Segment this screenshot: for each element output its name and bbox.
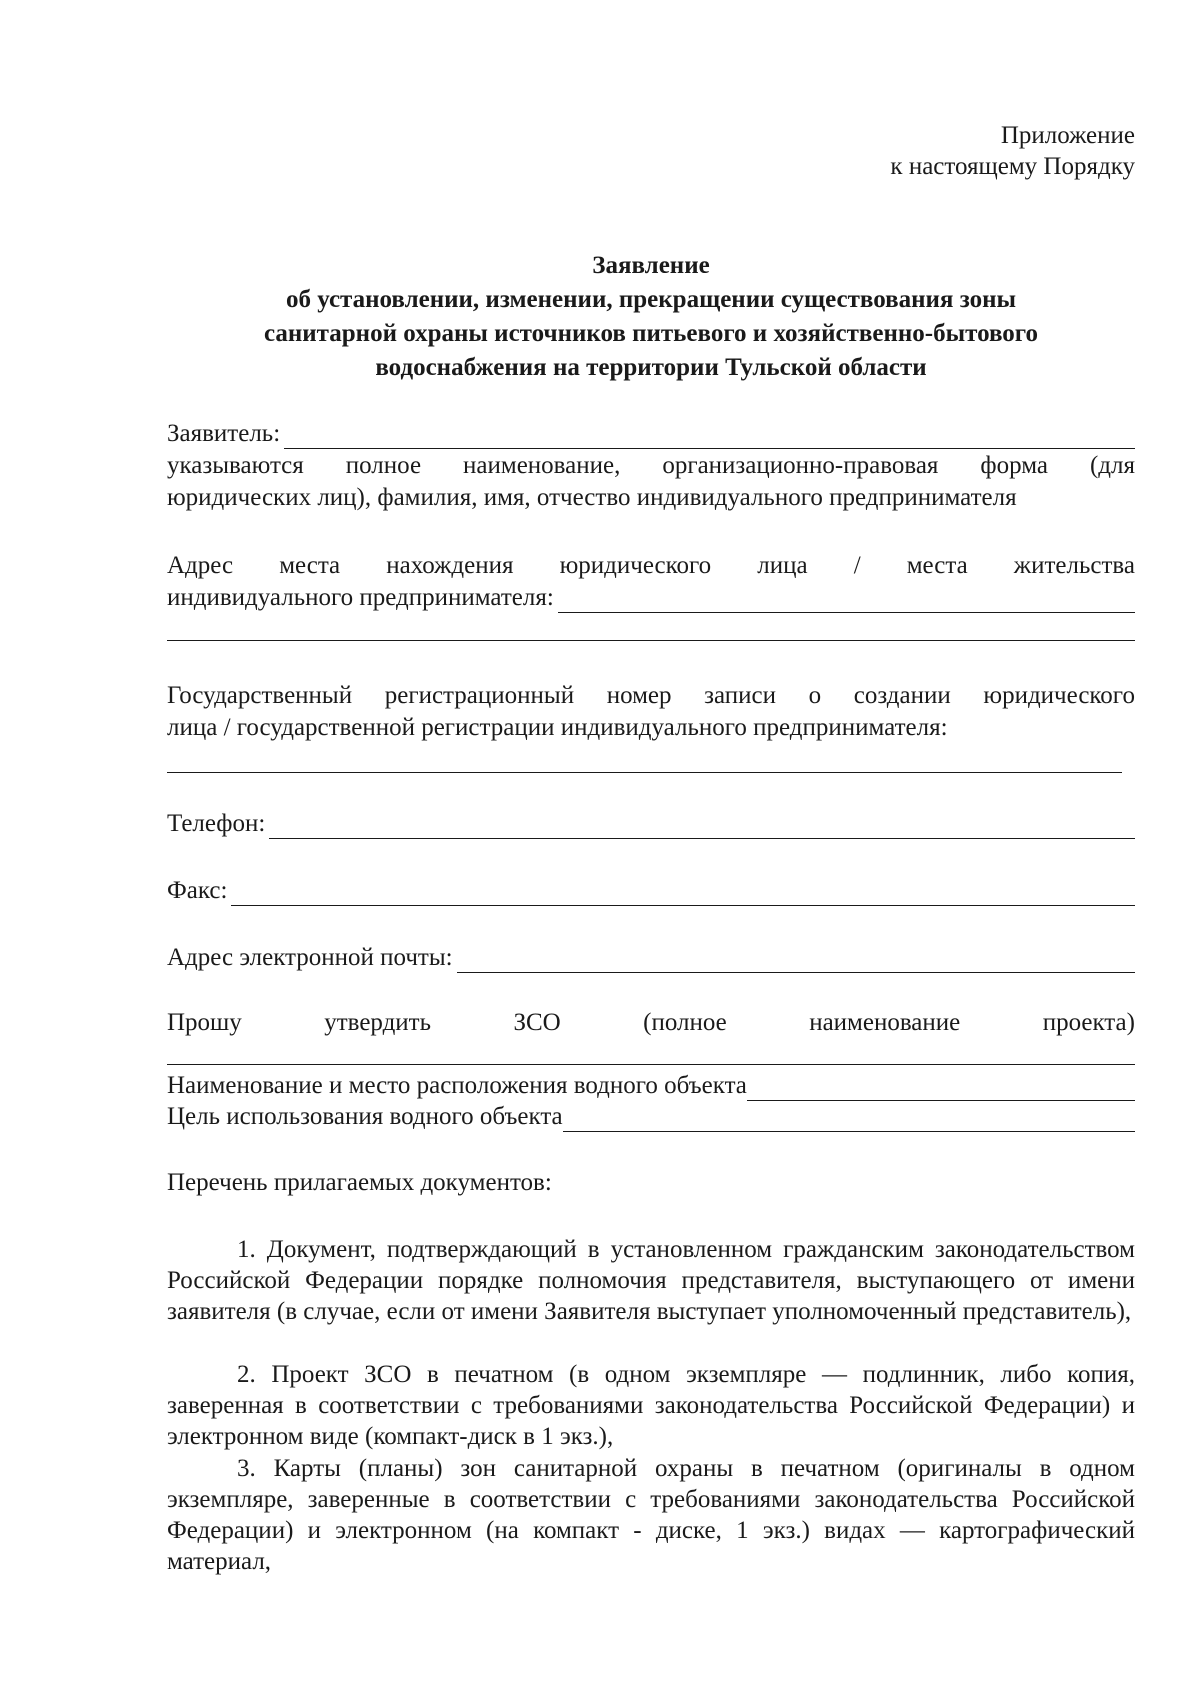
water-object-purpose-field[interactable] — [563, 1109, 1135, 1132]
project-name-field[interactable] — [167, 1064, 1135, 1065]
water-object-name-label: Наименование и место расположения водного объекта — [167, 1072, 747, 1099]
registration-word: юридического — [983, 682, 1135, 709]
registration-field[interactable] — [167, 772, 1122, 773]
appendix-note — [700, 120, 1135, 182]
address-word: / — [853, 552, 861, 579]
title-line-2: об установлении, изменении, прекращении существования зоны — [285, 286, 1017, 313]
address-word: жительства — [1013, 552, 1135, 579]
water-object-purpose-label: Цель использования водного объекта — [167, 1103, 563, 1130]
address-label: индивидуального предпринимателя: — [167, 584, 554, 611]
applicant-hint-word: полное — [345, 452, 422, 479]
water-object-name-row — [167, 1070, 1135, 1101]
request-word: ЗСО — [513, 1009, 561, 1036]
request-line — [167, 1007, 1135, 1038]
applicant-hint-word: указываются — [167, 452, 304, 479]
documents-heading: Перечень прилагаемых документов: — [167, 1169, 552, 1196]
document-item-1: 1. Документ, подтверждающий в установленном гражданским законодательством Российской Федерации порядке полномочия представителя, выступающего от имени заявителя (в случае, если от имени Заявителя выступает уполномоченный представитель), — [167, 1236, 1135, 1325]
applicant-hint-word: организационно-правовая — [662, 452, 939, 479]
registration-word: создании — [853, 682, 951, 709]
address-row — [167, 582, 1135, 613]
address-word: нахождения — [386, 552, 514, 579]
address-word: юридического — [559, 552, 712, 579]
registration-line-1 — [167, 680, 1135, 711]
registration-word: о — [808, 682, 822, 709]
phone-field[interactable] — [269, 816, 1135, 839]
registration-word: записи — [704, 682, 777, 709]
request-word: проекта) — [1042, 1009, 1135, 1036]
address-field-extra-line[interactable] — [167, 640, 1135, 641]
registration-word: Государственный — [167, 682, 353, 709]
applicant-hint-word: наименование, — [463, 452, 621, 479]
fax-label: Факс: — [167, 877, 228, 904]
registration-word: регистрационный — [384, 682, 575, 709]
applicant-row — [167, 418, 1135, 449]
applicant-label: Заявитель: — [167, 420, 281, 447]
address-word: Адрес — [167, 552, 234, 579]
applicant-hint-line-2: юридических лиц), фамилия, имя, отчество индивидуального предпринимателя — [167, 484, 1017, 511]
address-line-1 — [167, 550, 1135, 581]
title-line-3: санитарной охраны источников питьевого и хозяйственно-бытового — [263, 320, 1039, 347]
water-object-purpose-row — [167, 1101, 1135, 1132]
phone-label: Телефон: — [167, 810, 266, 837]
email-label: Адрес электронной почты: — [167, 944, 453, 971]
applicant-hint-word: (для — [1089, 452, 1135, 479]
appendix-line-1: Приложение — [1000, 122, 1135, 149]
address-field[interactable] — [558, 590, 1135, 613]
request-word: утвердить — [324, 1009, 432, 1036]
document-item-3: 3. Карты (планы) зон санитарной охраны в печатном (оригиналы в одном экземпляре, заверенные в соответствии с требованиями законодательства Российской Федерации) и электронном (на компакт - диске, 1 экз.) видах — картографический материал, — [167, 1455, 1135, 1575]
water-object-name-field[interactable] — [747, 1078, 1135, 1101]
registration-line-2: лица / государственной регистрации индивидуального предпринимателя: — [167, 714, 948, 741]
address-word: места — [906, 552, 968, 579]
title-line-4: водоснабжения на территории Тульской области — [375, 354, 927, 381]
fax-field[interactable] — [231, 883, 1135, 906]
request-word: Прошу — [167, 1009, 242, 1036]
address-word: лица — [757, 552, 808, 579]
applicant-hint-line-1 — [167, 450, 1135, 481]
request-word: наименование — [809, 1009, 961, 1036]
title-line-1: Заявление — [592, 252, 710, 279]
appendix-line-2: к настоящему Порядку — [890, 153, 1135, 180]
applicant-hint-word: форма — [980, 452, 1048, 479]
address-word: места — [279, 552, 341, 579]
document-item-2: 2. Проект ЗСО в печатном (в одном экземпляре — подлинник, либо копия, заверенная в соответствии с требованиями законодательства Российской Федерации) и электронном виде (компакт-диск в 1 экз.), — [167, 1361, 1135, 1450]
email-row — [167, 942, 1135, 973]
request-word: (полное — [643, 1009, 727, 1036]
document-title — [167, 250, 1135, 386]
applicant-field[interactable] — [284, 426, 1135, 449]
phone-row — [167, 808, 1135, 839]
registration-word: номер — [606, 682, 672, 709]
fax-row — [167, 875, 1135, 906]
email-field[interactable] — [457, 950, 1135, 973]
